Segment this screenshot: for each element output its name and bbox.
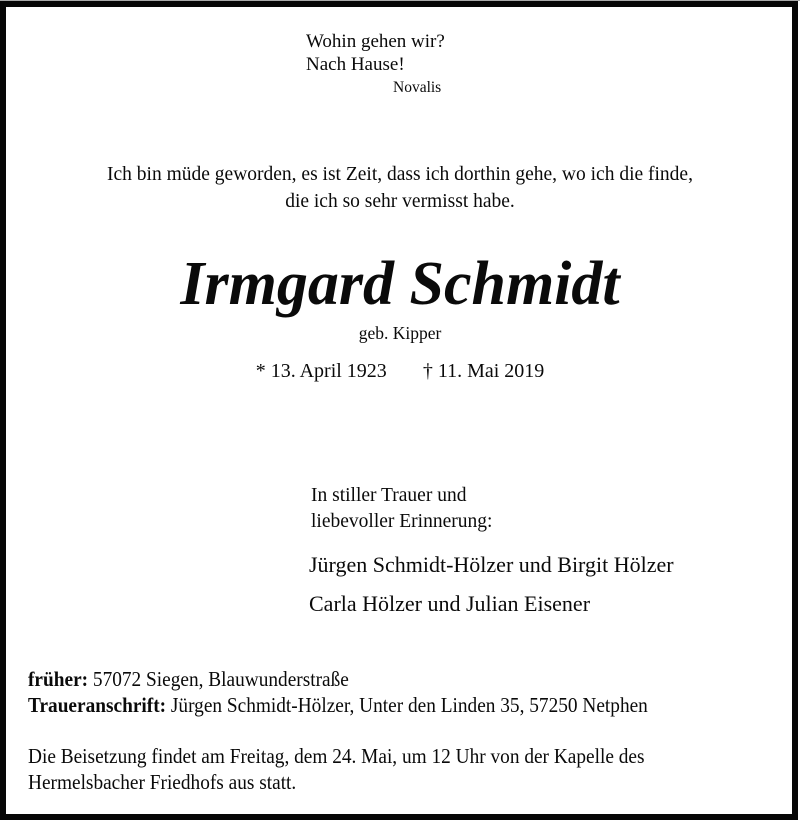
funeral-info-line-1: Die Beisetzung findet am Freitag, dem 24. Mai, um 12 Uhr von der Kapelle des [28, 744, 645, 768]
epigraph-attribution: Novalis [393, 79, 442, 96]
former-address-label: früher: [28, 667, 89, 691]
mourning-intro-line-2: liebevoller Erinnerung: [311, 511, 493, 532]
former-address-line [28, 667, 648, 693]
epigraph [306, 31, 445, 100]
condolence-address-line [28, 693, 648, 719]
death-date: † 11. Mai 2019 [422, 360, 545, 382]
mourner-name: Carla Hölzer und Julian Eisener [309, 591, 591, 616]
address-block [28, 667, 648, 718]
mourning-intro-line-1: In stiller Trauer und [311, 485, 467, 506]
mourning-intro [311, 483, 492, 535]
maiden-name: geb. Kipper [358, 323, 442, 343]
mourners-list [309, 551, 674, 629]
condolence-address-label: Traueranschrift: [28, 692, 167, 717]
scan-hairline [0, 0, 800, 1]
intro-line-2: die ich so sehr vermisst habe. [285, 191, 515, 212]
mourner-name: Jürgen Schmidt-Hölzer und Birgit Hölzer [309, 552, 674, 577]
intro-verse [0, 161, 800, 215]
condolence-address-value: Jürgen Schmidt-Hölzer, Unter den Linden 35, 57250 Netphen [170, 692, 648, 717]
deceased-name: Irmgard Schmidt [180, 250, 620, 318]
epigraph-line-1: Wohin gehen wir? [306, 31, 445, 52]
funeral-info-line-2: Hermelsbacher Friedhofs aus statt. [28, 770, 297, 794]
epigraph-line-2: Nach Hause! [306, 53, 405, 75]
life-dates [0, 360, 800, 383]
intro-line-1: Ich bin müde geworden, es ist Zeit, dass ich dorthin gehe, wo ich die finde, [107, 164, 693, 185]
former-address-value: 57072 Siegen, Blauwunderstraße [92, 667, 349, 691]
birth-date: * 13. April 1923 [255, 360, 387, 382]
funeral-info [28, 743, 644, 795]
